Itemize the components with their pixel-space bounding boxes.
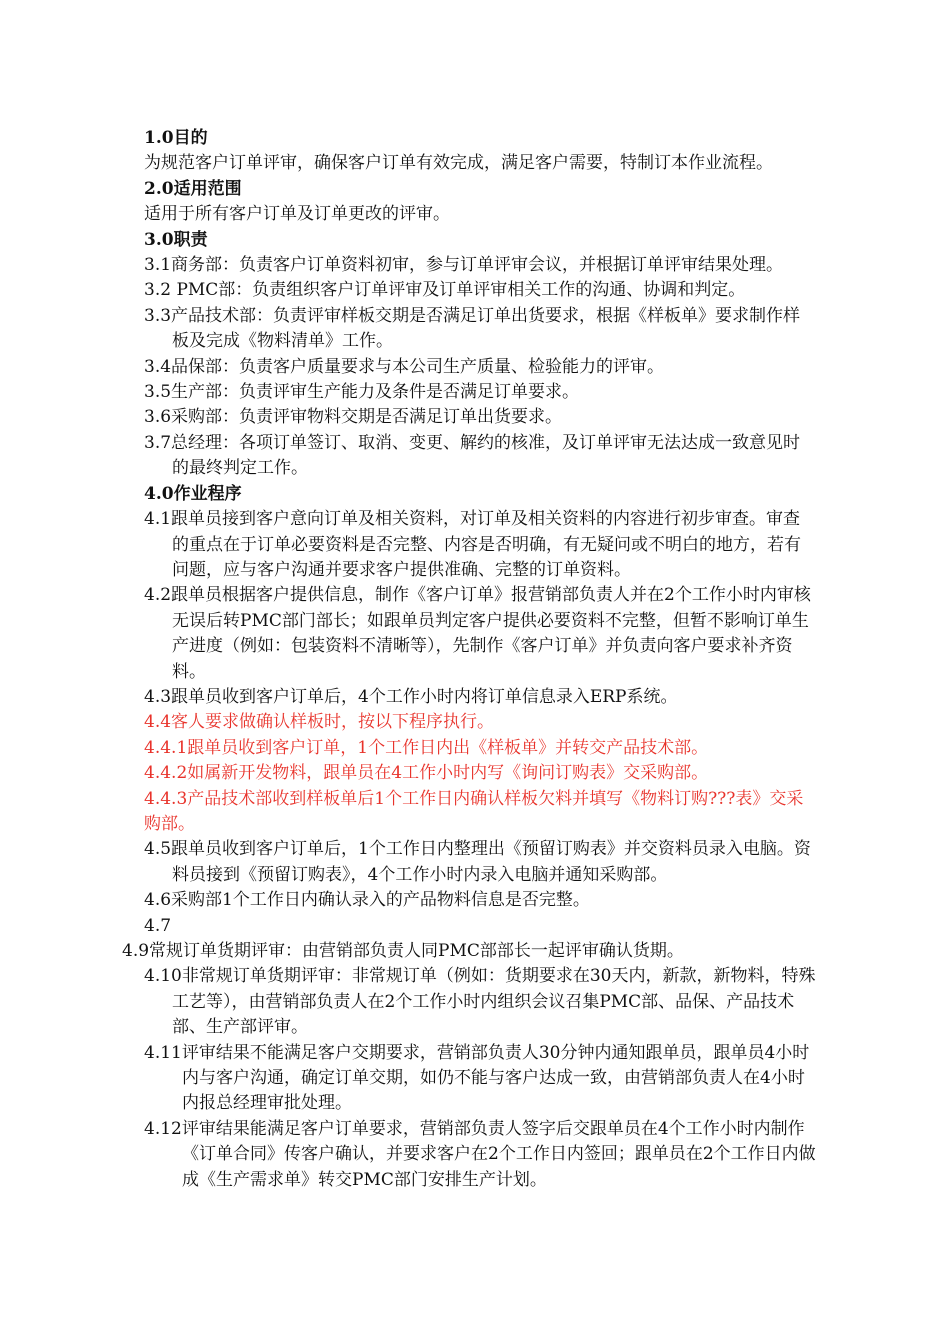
- responsibility-item: 3.6采购部：负责评审物料交期是否满足订单出货要求。: [144, 407, 563, 428]
- responsibility-item: 3.5生产部：负责评审生产能力及条件是否满足订单要求。: [144, 382, 580, 403]
- section-heading-procedure: 4.0作业程序: [144, 483, 242, 504]
- responsibility-item: 3.2 PMC部：负责组织客户订单评审及订单评审相关工作的沟通、协调和判定。: [144, 280, 746, 301]
- procedure-item: 4.1跟单员接到客户意向订单及相关资料，对订单及相关资料的内容进行初步审查。审查的重点在于订单必要资料是否完整、内容是否明确，有无疑问或不明白的地方，若有问题，应与客户沟通并要求客户提供准确、完整的订单资料。: [144, 509, 801, 580]
- procedure-item-highlighted: 4.4客人要求做确认样板时，按以下程序执行。: [144, 712, 495, 733]
- procedure-item: 4.10非常规订单货期评审：非常规订单（例如：货期要求在30天内，新款，新物料，特殊工艺等），由营销部负责人在2个工作小时内组织会议召集PMC部、品保、产品技术部、生产部评审。: [144, 966, 816, 1038]
- procedure-item: 4.9常规订单货期评审：由营销部负责人同PMC部部长一起评审确认货期。: [122, 941, 684, 961]
- procedure-subitem-highlighted: 4.4.3产品技术部收到样板单后1个工作日内确认样板欠料并填写《物料订购???表》交采购部。: [144, 788, 804, 834]
- procedure-item: 4.11评审结果不能满足客户交期要求，营销部负责人30分钟内通知跟单员，跟单员4小时内与客户沟通，确定订单交期，如仍不能与客户达成一致，由营销部负责人在4小时内报总经理审批处理。: [144, 1042, 810, 1114]
- section-heading-responsibilities: 3.0职责: [144, 229, 208, 250]
- responsibility-item: 3.4品保部：负责客户质量要求与本公司生产质量、检验能力的评审。: [144, 356, 665, 377]
- procedure-subitem-highlighted: 4.4.1跟单员收到客户订单，1个工作日内出《样板单》并转交产品技术部。: [144, 737, 709, 758]
- procedure-item: 4.12评审结果能满足客户订单要求，营销部负责人签字后交跟单员在4个工作小时内制作《订单合同》传客户确认，并要求客户在2个工作日内签回；跟单员在2个工作日内做成《生产需求单》转交PMC部门安排生产计划。: [144, 1118, 816, 1190]
- procedure-item: 4.6采购部1个工作日内确认录入的产品物料信息是否完整。: [144, 890, 590, 911]
- procedure-item: 4.2跟单员根据客户提供信息，制作《客户订单》报营销部负责人并在2个工作小时内审核无误后转PMC部门部长；如跟单员判定客户提供必要资料不完整，但暂不影响订单生产进度（例如：包装资料不清晰等），先制作《客户订单》并负责向客户要求补齐资料。: [144, 585, 811, 682]
- purpose-text: 为规范客户订单评审，确保客户订单有效完成，满足客户需要，特制订本作业流程。: [144, 153, 773, 174]
- responsibility-item: 3.3产品技术部：负责评审样板交期是否满足订单出货要求，根据《样板单》要求制作样板及完成《物料清单》工作。: [144, 305, 801, 352]
- document-page: [122, 126, 816, 1193]
- section-heading-scope: 2.0适用范围: [144, 178, 242, 199]
- procedure-item: 4.5跟单员收到客户订单后，1个工作日内整理出《预留订购表》并交资料员录入电脑。资料员接到《预留订购表》，4个工作小时内录入电脑并通知采购部。: [144, 839, 811, 885]
- procedure-item: 4.7: [144, 915, 172, 936]
- responsibility-item: 3.7总经理：各项订单签订、取消、变更、解约的核准，及订单评审无法达成一致意见时的最终判定工作。: [144, 432, 801, 479]
- section-heading-purpose: 1.0目的: [144, 128, 208, 148]
- procedure-item: 4.3跟单员收到客户订单后，4个工作小时内将订单信息录入ERP系统。: [144, 686, 678, 707]
- scope-text: 适用于所有客户订单及订单更改的评审。: [144, 204, 450, 225]
- procedure-subitem-highlighted: 4.4.2如属新开发物料，跟单员在4工作小时内写《询问订购表》交采购部。: [144, 763, 709, 784]
- responsibility-item: 3.1商务部：负责客户订单资料初审，参与订单评审会议，并根据订单评审结果处理。: [144, 255, 784, 276]
